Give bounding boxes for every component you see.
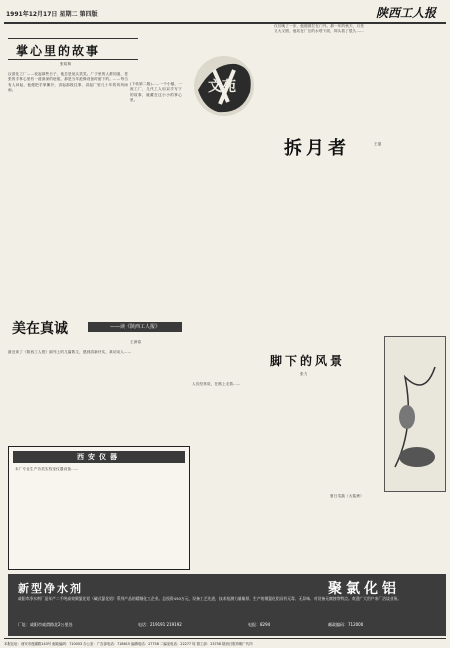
ad-lab <box>8 446 190 570</box>
footsteps-author: 张力 <box>300 372 308 376</box>
story-body: 汉滨化工厂……说起那些日子，他总是低头笑笑。厂子里的人都知道，老张的手掌心里有一道深深的疤痕，那是当年抢修设备时留下的。……每当有人问起，他便把手掌摊开，讲起那段往事，讲起厂里几十年的风风雨雨。 <box>8 72 128 93</box>
painting <box>384 336 446 492</box>
beauty-subtitle: ——读《陕西工人报》 <box>88 322 182 332</box>
footer-rule <box>4 638 446 639</box>
date-line: 1991年12月17日 星期二 第四版 <box>6 11 98 18</box>
ad-lab-title: 西安仪器 <box>13 451 185 463</box>
painting-icon <box>385 337 445 491</box>
chaiwen-author: 王蔓 <box>374 142 382 146</box>
masthead <box>4 4 446 22</box>
paper-name: 陕西工人报 <box>376 6 437 20</box>
beauty-header <box>8 316 184 340</box>
footsteps-body: 人们经常说，在路上走着…… <box>192 382 241 386</box>
chaiwen-body-left <box>274 166 382 356</box>
ad-water <box>8 574 446 636</box>
ad-water-body: 咸阳市净水剂厂是年产二千吨高效聚氯化铝（碱式氯化铝）系列产品的精细化工企业。总投资450万元，设备工艺先进，技术检测力量雄厚，生产的聚氯化铝具有无毒、无异味、对设备无腐蚀等特点。欢迎广大用户来厂洽谈业务。 <box>18 596 402 601</box>
beauty-title: 美在真诚 <box>12 321 68 337</box>
story-title: 掌心里的故事 <box>16 44 101 58</box>
ad-water-phone: 电话：219191 219192 <box>138 622 182 627</box>
painting-caption: 夏日瓜蔬（大铭斋） <box>330 494 364 498</box>
chaiwen-header <box>274 128 446 164</box>
ad-middle-text <box>196 536 326 570</box>
ad-lab-body: 本厂专业生产各类实验室仪器设备…… <box>15 467 79 471</box>
ad-water-title-2: 聚氯化铝 <box>328 581 400 596</box>
footer: 本报社址：西安市莲湖路143号 邮政编码：710003 办公室：广告部电话：718615 编辑电话：27758 二编室电话：22277 转 群工部：23758 陕西日报印刷厂代印 <box>4 642 253 646</box>
footsteps-title: 脚下的风景 <box>270 354 346 368</box>
ad-water-tel: 电报：8294 <box>248 622 271 627</box>
ad-water-title: 新型净水剂 <box>18 582 83 595</box>
wenyuan-logo <box>184 42 266 128</box>
beauty-author: 王润春 <box>130 340 142 344</box>
chaiwen-title: 拆月者 <box>284 138 350 158</box>
ad-water-postcode: 邮政编码：712000 <box>328 622 364 627</box>
wenyuan-col-text <box>184 130 266 310</box>
chaiwen-side <box>366 24 446 128</box>
story-header <box>8 38 138 60</box>
beauty-body: 最近读了《陕西工人报》副刊上的几篇散文，感到清新朴实，真切动人…… <box>8 350 132 354</box>
chaiwen-body-right <box>386 166 446 356</box>
wenyuan-label: 文苑 <box>208 79 236 95</box>
chaiwen-intro: 仅仅晚了一步，他便被拦在门外。那一年的秋天，月亮又大又圆，他站在厂区的水塔下面，仰头看了很久…… <box>274 24 364 34</box>
ad-water-address: 厂址：咸阳市咸渭路北2公里处 <box>18 622 73 627</box>
story-body-2: (下转第二版)……一个小镇，一座工厂，几代工人用双手写下的故事，就藏在这小小的掌心里。 <box>130 82 182 103</box>
story-author: 张绍林 <box>60 62 72 66</box>
